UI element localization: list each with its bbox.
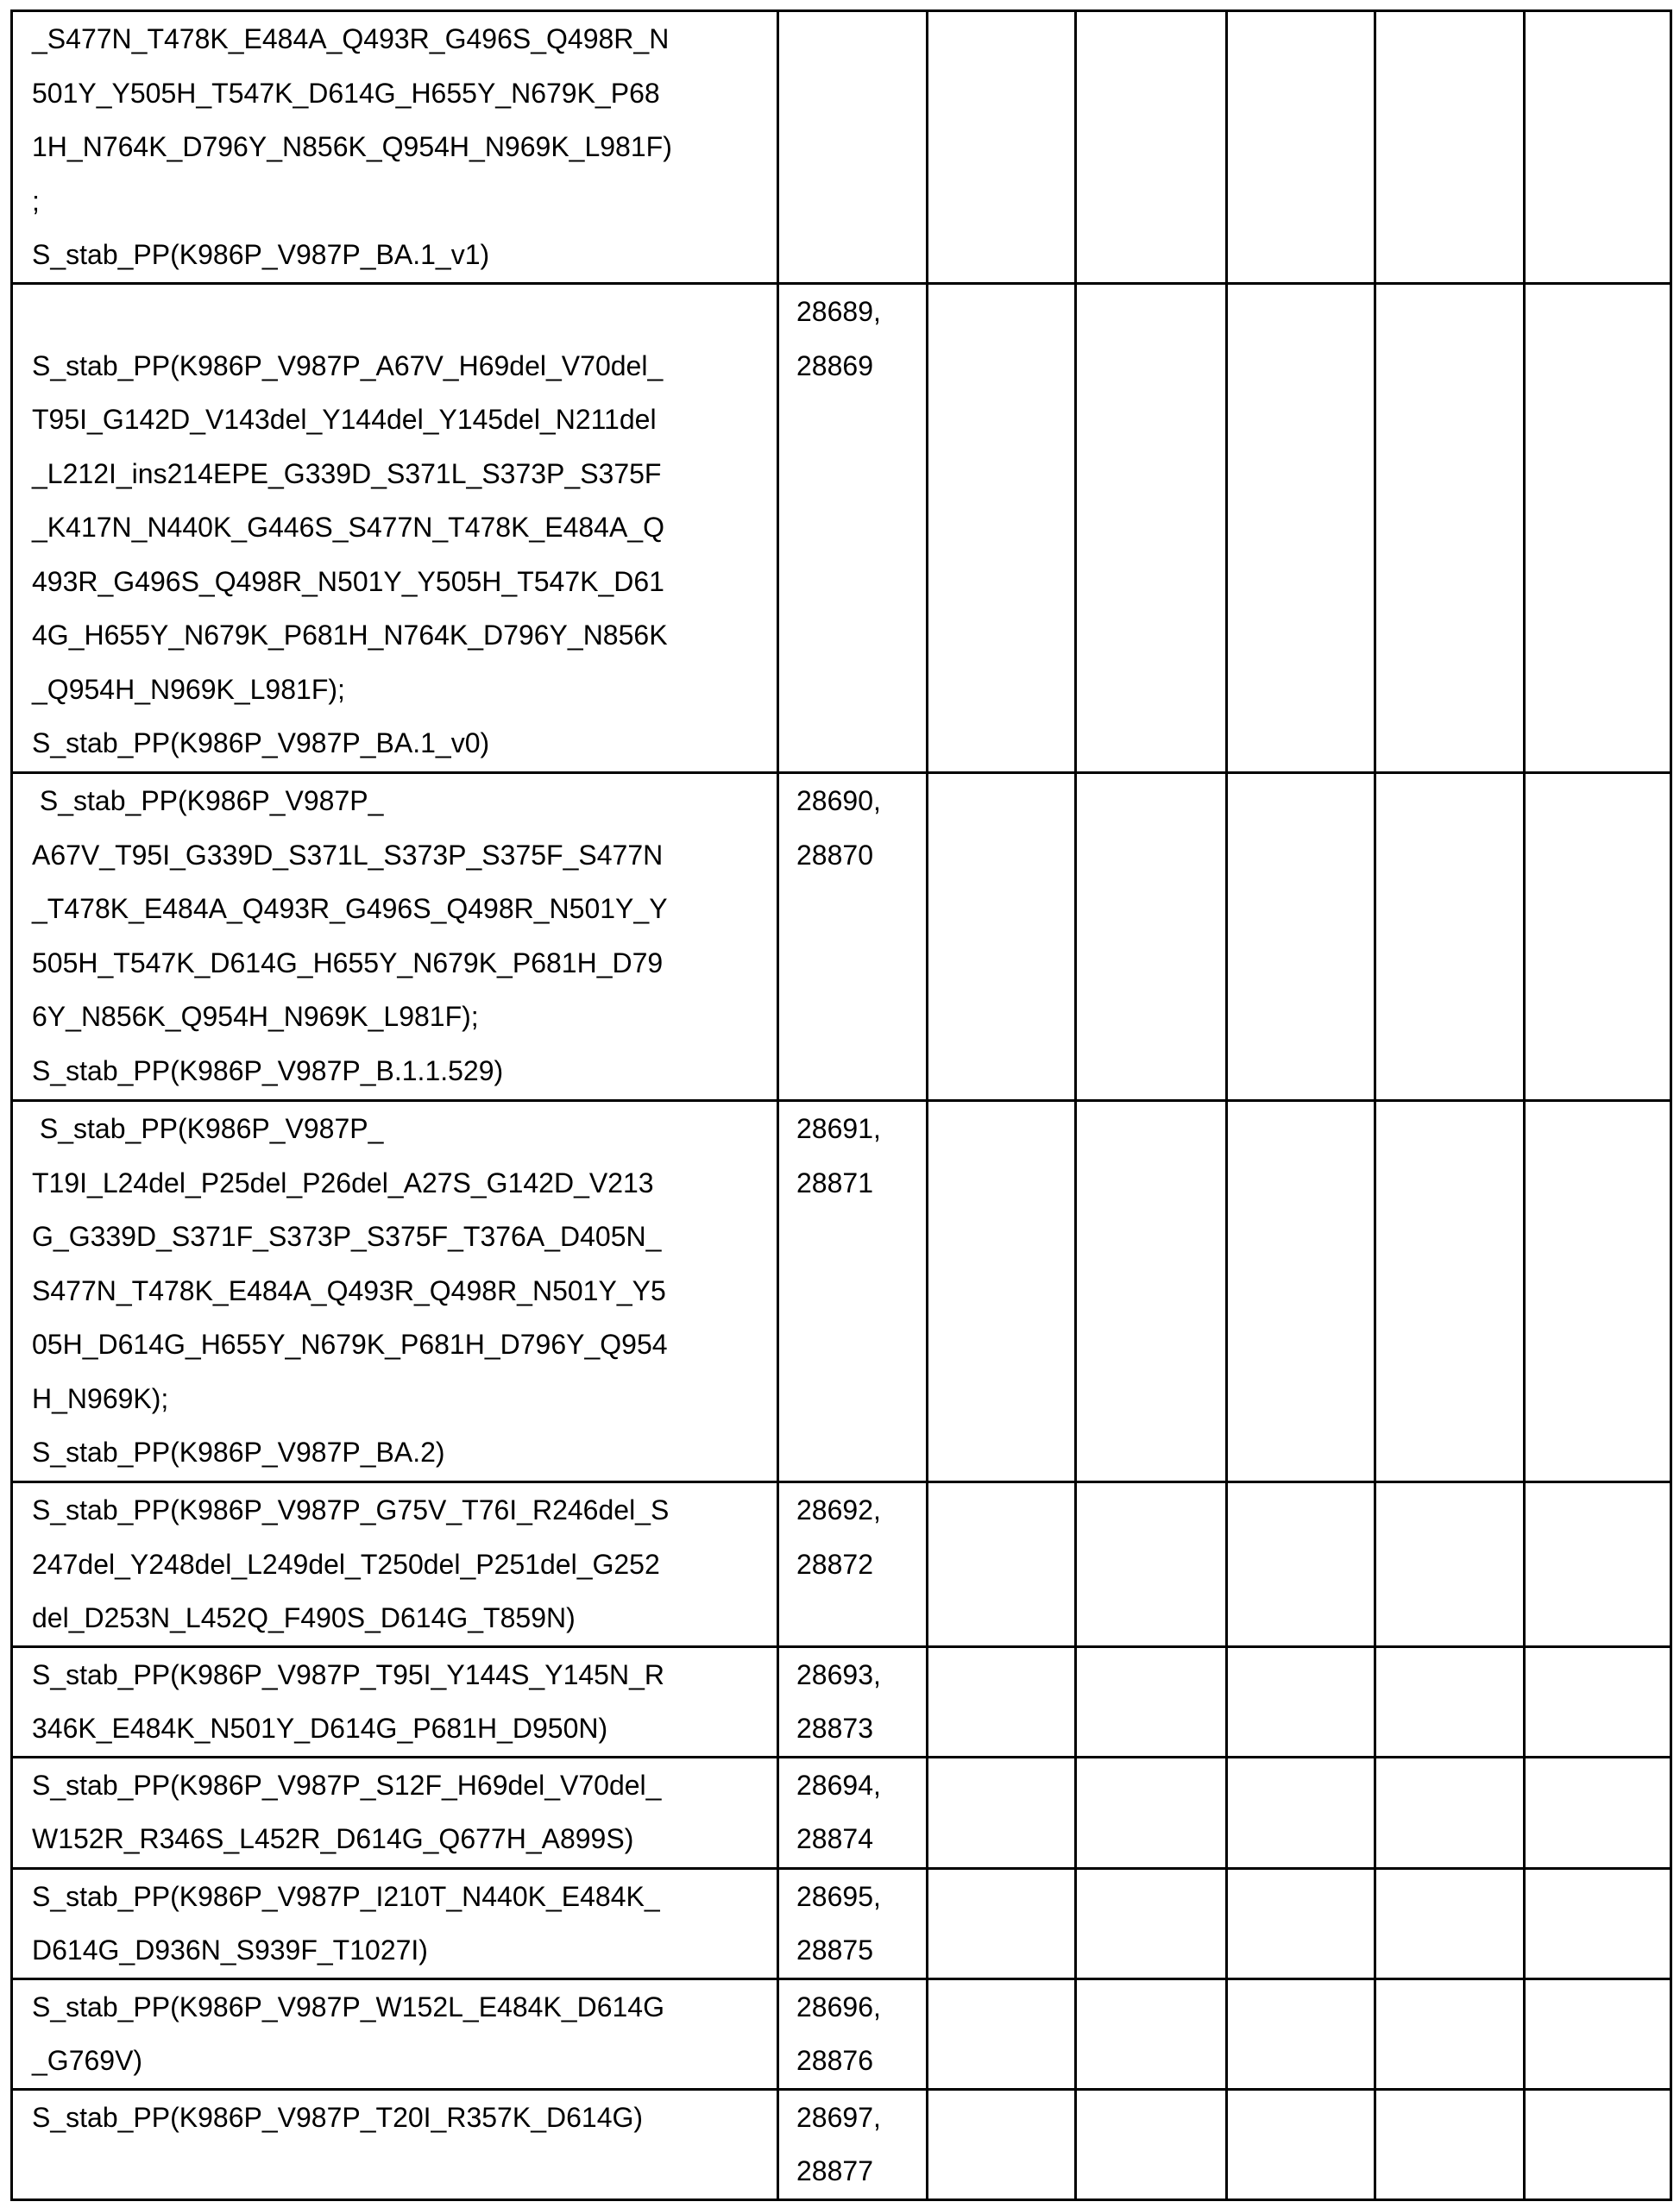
construct-line: W152R_R346S_L452R_D614G_Q677H_A899S) (32, 1823, 634, 1854)
seq-id-line: 28690, (796, 785, 881, 816)
table-row (12, 1978, 1671, 2089)
construct-name (13, 1758, 777, 1866)
seq-id-cell (778, 1978, 928, 2089)
table-row (12, 2089, 1671, 2199)
seq-id-line: 28877 (796, 2155, 873, 2186)
construct-line: 505H_T547K_D614G_H655Y_N679K_P681H_D79 (32, 947, 664, 978)
seq-id-line: 28694, (796, 1769, 881, 1801)
empty-cell (1227, 2089, 1375, 2199)
empty-cell (1076, 1978, 1227, 2089)
empty-cell (1076, 284, 1227, 773)
construct-cell (12, 1978, 778, 2089)
seq-id-cell (778, 1482, 928, 1647)
seq-id-numbers (779, 1870, 926, 1978)
seq-id-line: 28696, (796, 1991, 881, 2022)
seq-id-numbers (779, 1980, 926, 2088)
construct-cell (12, 284, 778, 773)
construct-line: S_stab_PP(K986P_V987P_T20I_R357K_D614G) (32, 2101, 644, 2133)
construct-line: A67V_T95I_G339D_S371L_S373P_S375F_S477N (32, 839, 664, 871)
empty-cell (1227, 773, 1375, 1101)
empty-cell (1227, 284, 1375, 773)
empty-cell (928, 1978, 1076, 2089)
construct-line (32, 285, 773, 339)
construct-line: S_stab_PP(K986P_V987P_BA.1_v1) (32, 239, 490, 270)
empty-cell (1375, 1868, 1525, 1978)
construct-line: _G769V) (32, 2045, 143, 2076)
seq-id-line: 28697, (796, 2101, 881, 2133)
empty-cell (928, 1757, 1076, 1868)
construct-line: S_stab_PP(K986P_V987P_W152L_E484K_D614G (32, 1991, 664, 2022)
construct-line: S_stab_PP(K986P_V987P_G75V_T76I_R246del_S (32, 1494, 670, 1525)
empty-cell (1525, 1978, 1671, 2089)
construct-name (13, 1870, 777, 1978)
empty-cell (1076, 11, 1227, 284)
seq-id-cell (778, 1646, 928, 1757)
construct-line: 4G_H655Y_N679K_P681H_N764K_D796Y_N856K (32, 620, 668, 651)
empty-cell (928, 1101, 1076, 1482)
seq-id-cell (778, 1757, 928, 1868)
construct-line: _S477N_T478K_E484A_Q493R_G496S_Q498R_N (32, 23, 670, 54)
seq-id-cell (778, 2089, 928, 2199)
empty-cell (1525, 284, 1671, 773)
empty-cell (928, 1868, 1076, 1978)
seq-id-line: 28870 (796, 839, 873, 871)
construct-name (13, 12, 777, 282)
construct-name (13, 1648, 777, 1756)
construct-line: _L212I_ins214EPE_G339D_S371L_S373P_S375F (32, 457, 662, 489)
construct-line: 493R_G496S_Q498R_N501Y_Y505H_T547K_D61 (32, 565, 664, 597)
empty-cell (1375, 1646, 1525, 1757)
empty-cell (928, 1482, 1076, 1647)
empty-cell (1375, 1757, 1525, 1868)
seq-id-line: 28876 (796, 2045, 873, 2076)
empty-cell (1525, 11, 1671, 284)
seq-id-numbers (779, 1648, 926, 1756)
table-row (12, 11, 1671, 284)
empty-cell (1375, 773, 1525, 1101)
construct-cell (12, 1646, 778, 1757)
table-row (12, 773, 1671, 1101)
empty-cell (1076, 2089, 1227, 2199)
construct-name (13, 285, 777, 771)
empty-cell (1375, 1482, 1525, 1647)
empty-cell (1076, 1646, 1227, 1757)
empty-cell (1076, 1482, 1227, 1647)
construct-cell (12, 1757, 778, 1868)
empty-cell (1076, 1868, 1227, 1978)
seq-id-line: 28875 (796, 1934, 873, 1966)
construct-line: del_D253N_L452Q_F490S_D614G_T859N) (32, 1602, 576, 1633)
table-body (12, 11, 1671, 2200)
construct-line: ; (32, 185, 40, 217)
construct-line: H_N969K); (32, 1382, 169, 1414)
construct-name (13, 1980, 777, 2088)
seq-id-numbers (779, 1483, 926, 1591)
seq-id-line: 28872 (796, 1548, 873, 1580)
seq-id-line: 28689, (796, 296, 881, 327)
table-row (12, 1757, 1671, 1868)
construct-line: _Q954H_N969K_L981F); (32, 673, 345, 705)
empty-cell (1375, 11, 1525, 284)
seq-id-line: 28692, (796, 1494, 881, 1525)
construct-line: 05H_D614G_H655Y_N679K_P681H_D796Y_Q954 (32, 1329, 668, 1360)
empty-cell (1525, 2089, 1671, 2199)
construct-name (13, 2091, 777, 2145)
seq-id-cell (778, 1101, 928, 1482)
empty-cell (928, 11, 1076, 284)
construct-line: S_stab_PP(K986P_V987P_S12F_H69del_V70del_ (32, 1769, 662, 1801)
empty-cell (1227, 1482, 1375, 1647)
construct-line: G_G339D_S371F_S373P_S375F_T376A_D405N_ (32, 1221, 662, 1252)
construct-line: S_stab_PP(K986P_V987P_B.1.1.529) (32, 1054, 504, 1086)
empty-cell (928, 773, 1076, 1101)
construct-line: S_stab_PP(K986P_V987P_T95I_Y144S_Y145N_R (32, 1658, 664, 1690)
construct-line: T95I_G142D_V143del_Y144del_Y145del_N211del (32, 404, 657, 435)
empty-cell (1227, 1978, 1375, 2089)
seq-id-line: 28693, (796, 1658, 881, 1690)
construct-line: 1H_N764K_D796Y_N856K_Q954H_N969K_L981F) (32, 131, 672, 162)
empty-cell (1375, 284, 1525, 773)
seq-id-line: 28695, (796, 1880, 881, 1912)
seq-id-cell (778, 284, 928, 773)
empty-cell (1525, 1101, 1671, 1482)
table-row (12, 284, 1671, 773)
empty-cell (1375, 1978, 1525, 2089)
construct-line: S_stab_PP(K986P_V987P_ (32, 1113, 384, 1144)
table-row (12, 1868, 1671, 1978)
construct-name (13, 1102, 777, 1480)
construct-cell (12, 2089, 778, 2199)
seq-id-line: 28691, (796, 1113, 881, 1144)
empty-cell (1076, 1101, 1227, 1482)
construct-line: 6Y_N856K_Q954H_N969K_L981F); (32, 1001, 479, 1032)
empty-cell (1227, 11, 1375, 284)
empty-cell (1375, 2089, 1525, 2199)
construct-cell (12, 1101, 778, 1482)
construct-name (13, 774, 777, 1098)
construct-line: 501Y_Y505H_T547K_D614G_H655Y_N679K_P68 (32, 77, 660, 109)
empty-cell (1375, 1101, 1525, 1482)
construct-line: S477N_T478K_E484A_Q493R_Q498R_N501Y_Y5 (32, 1274, 666, 1306)
construct-line: S_stab_PP(K986P_V987P_A67V_H69del_V70del_ (32, 349, 664, 381)
empty-cell (1525, 1757, 1671, 1868)
construct-line: _K417N_N440K_G446S_S477N_T478K_E484A_Q (32, 512, 664, 543)
empty-cell (1227, 1646, 1375, 1757)
empty-cell (1076, 1757, 1227, 1868)
seq-id-line: 28874 (796, 1823, 873, 1854)
table-row (12, 1482, 1671, 1647)
empty-cell (1525, 1482, 1671, 1647)
seq-id-numbers (779, 774, 926, 882)
seq-id-numbers (779, 1758, 926, 1866)
construct-cell (12, 11, 778, 284)
empty-cell (1525, 1646, 1671, 1757)
construct-line: S_stab_PP(K986P_V987P_ (32, 785, 384, 816)
construct-cell (12, 1482, 778, 1647)
empty-cell (1525, 1868, 1671, 1978)
empty-cell (928, 2089, 1076, 2199)
seq-id-line: 28869 (796, 349, 873, 381)
seq-id-cell (778, 1868, 928, 1978)
construct-line: T19I_L24del_P25del_P26del_A27S_G142D_V213 (32, 1167, 654, 1198)
seq-id-numbers (779, 285, 926, 393)
construct-line: S_stab_PP(K986P_V987P_BA.2) (32, 1437, 445, 1468)
construct-cell (12, 773, 778, 1101)
construct-line: S_stab_PP(K986P_V987P_BA.1_v0) (32, 727, 490, 758)
seq-id-numbers (779, 1102, 926, 1210)
empty-cell (1525, 773, 1671, 1101)
table-row (12, 1646, 1671, 1757)
empty-cell (1076, 773, 1227, 1101)
seq-id-line: 28871 (796, 1167, 873, 1198)
construct-line: 247del_Y248del_L249del_T250del_P251del_G252 (32, 1548, 660, 1580)
construct-line: D614G_D936N_S939F_T1027I) (32, 1934, 428, 1966)
construct-name (13, 1483, 777, 1645)
empty-cell (928, 284, 1076, 773)
empty-cell (1227, 1868, 1375, 1978)
construct-line: S_stab_PP(K986P_V987P_I210T_N440K_E484K_ (32, 1880, 660, 1912)
table-row (12, 1101, 1671, 1482)
empty-cell (1227, 1757, 1375, 1868)
seq-id-cell (778, 11, 928, 284)
empty-cell (1227, 1101, 1375, 1482)
construct-cell (12, 1868, 778, 1978)
construct-line: 346K_E484K_N501Y_D614G_P681H_D950N) (32, 1713, 608, 1744)
seq-id-cell (778, 773, 928, 1101)
construct-line: _T478K_E484A_Q493R_G496S_Q498R_N501Y_Y (32, 893, 668, 924)
seq-id-line: 28873 (796, 1713, 873, 1744)
seq-id-numbers (779, 2091, 926, 2199)
empty-cell (928, 1646, 1076, 1757)
sequence-table (10, 9, 1672, 2201)
